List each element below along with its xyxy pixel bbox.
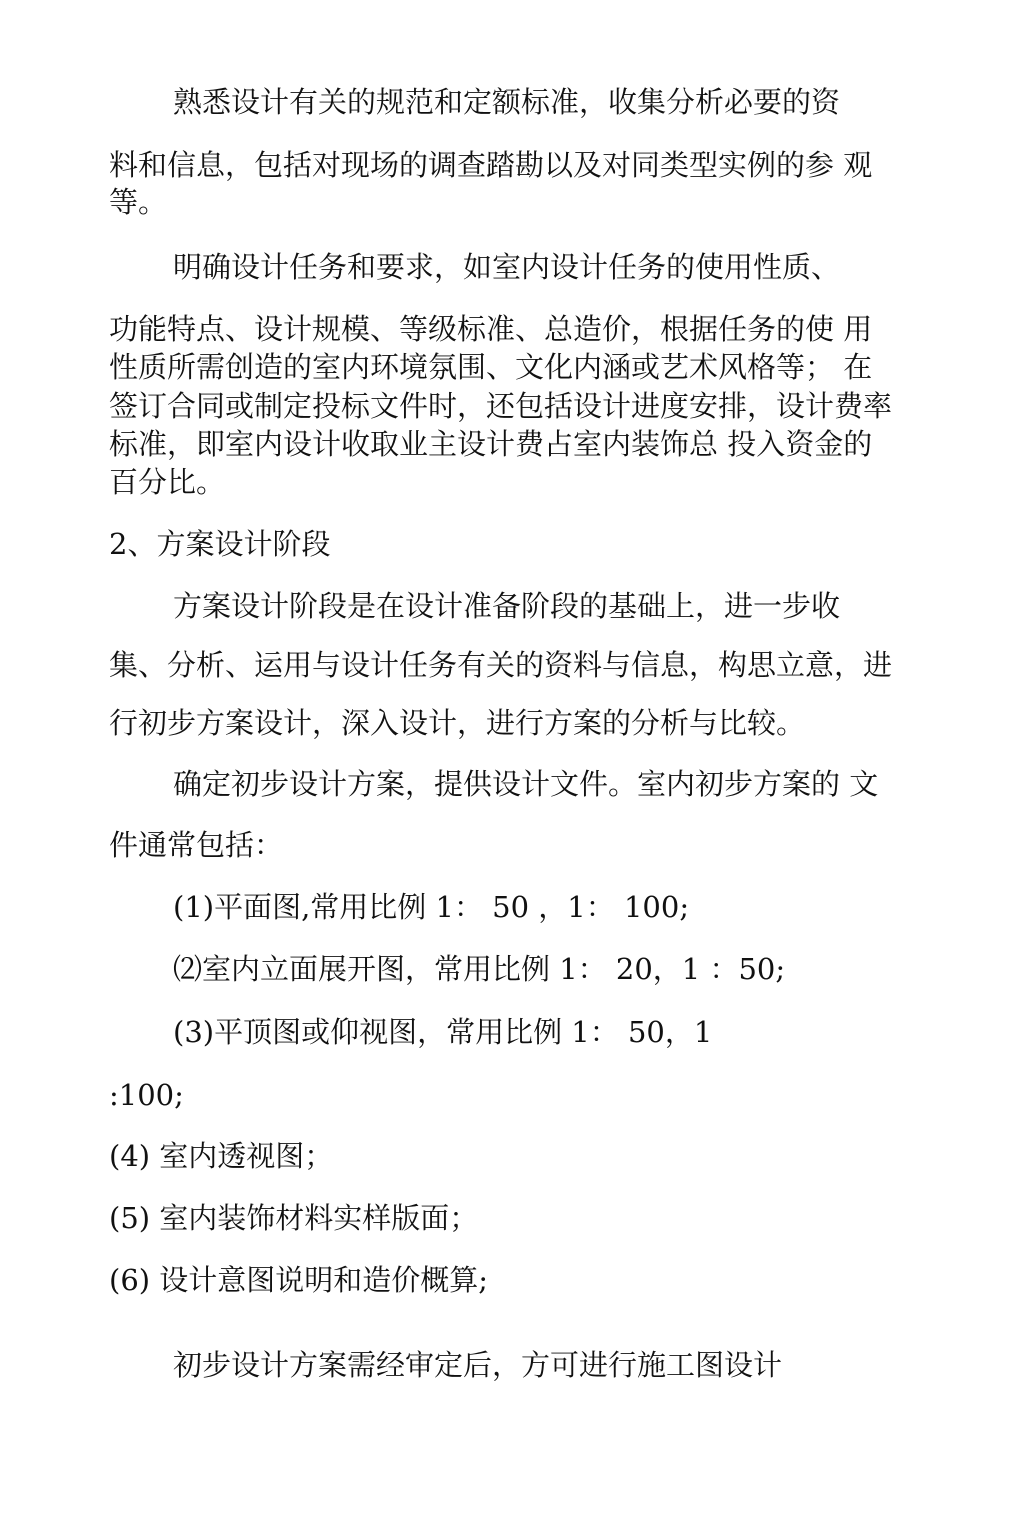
paragraph-4-line-1: 确定初步设计方案，提供设计文件。室内初步方案的 文 (173, 767, 879, 801)
paragraph-1-line-2: 料和信息，包括对现场的调查踏勘以及对同类型实例的参 观 (109, 148, 873, 182)
list-item-3: (3)平顶图或仰视图，常用比例 1： 50，1 (173, 1015, 713, 1049)
paragraph-2-line-3: 性质所需创造的室内环境氛围、文化内涵或艺术风格等； 在 (109, 350, 873, 384)
paragraph-2-line-2: 功能特点、设计规模、等级标准、总造价，根据任务的使 用 (109, 312, 873, 346)
paragraph-3-line-3: 行初步方案设计，深入设计，进行方案的分析与比较。 (109, 706, 806, 740)
paragraph-3-line-2: 集、分析、运用与设计任务有关的资料与信息，构思立意，进 (109, 648, 893, 682)
paragraph-2-line-4: 签订合同或制定投标文件时，还包括设计进度安排，设计费率 (109, 389, 893, 423)
paragraph-1-line-1: 熟悉设计有关的规范和定额标准，收集分析必要的资 (173, 85, 841, 119)
list-item-3-continued: :100; (109, 1078, 184, 1112)
paragraph-1-line-3: 等。 (109, 185, 168, 219)
list-item-4: (4) 室内透视图； (109, 1139, 334, 1173)
list-item-2: ⑵室内立面展开图，常用比例 1： 20，1 ：50; (173, 952, 786, 986)
paragraph-2-line-5: 标准，即室内设计收取业主设计费占室内装饰总 投入资金的 (109, 427, 873, 461)
list-item-1: (1)平面图,常用比例 1： 50 ，1： 100; (173, 890, 690, 924)
list-item-6: (6) 设计意图说明和造价概算; (109, 1263, 489, 1297)
paragraph-2-line-1: 明确设计任务和要求，如室内设计任务的使用性质、 (173, 250, 841, 284)
closing-line: 初步设计方案需经审定后，方可进行施工图设计 (173, 1348, 783, 1382)
paragraph-2-line-6: 百分比。 (109, 465, 226, 499)
paragraph-4-line-2: 件通常包括： (109, 828, 284, 862)
section-heading: 2、方案设计阶段 (109, 527, 331, 561)
paragraph-3-line-1: 方案设计阶段是在设计准备阶段的基础上，进一步收 (173, 589, 841, 623)
list-item-5: (5) 室内装饰材料实样版面； (109, 1201, 479, 1235)
